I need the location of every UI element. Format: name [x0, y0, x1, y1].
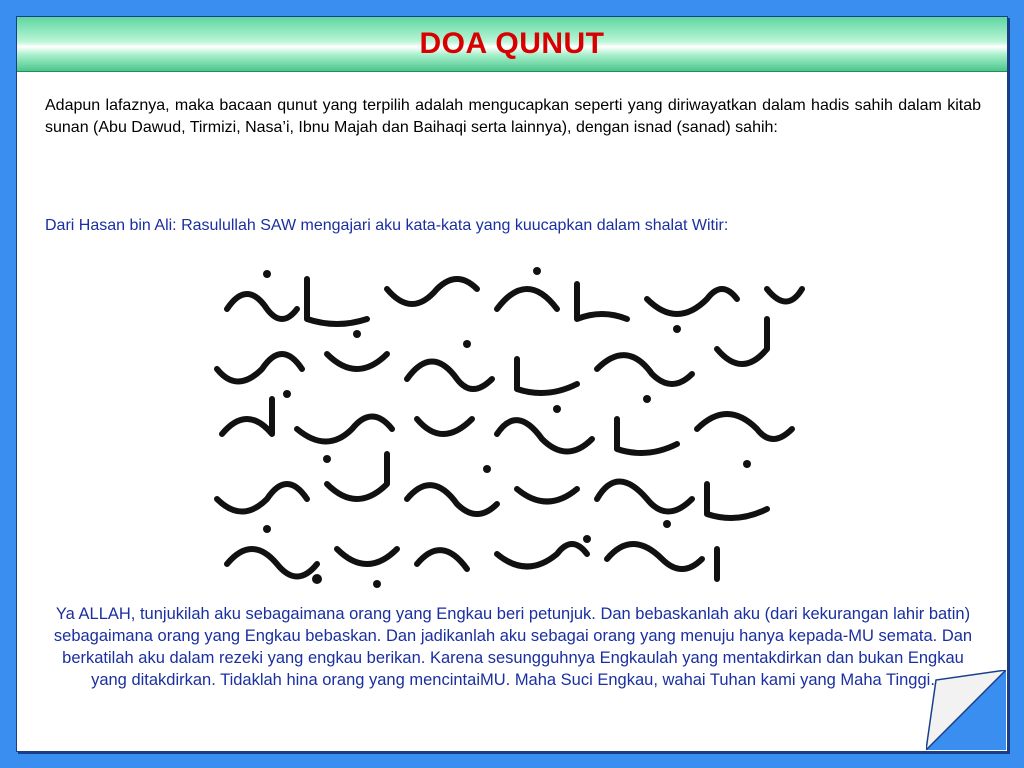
narrator-line: Dari Hasan bin Ali: Rasulullah SAW mengajari aku kata-kata yang kuucapkan dalam shalat Witir: — [45, 217, 729, 234]
page-curl-icon — [926, 670, 1006, 750]
arabic-calligraphy-image — [207, 259, 817, 593]
intro-paragraph: Adapun lafaznya, maka bacaan qunut yang terpilih adalah mengucapkan seperti yang diriwayatkan dalam hadis sahih dalam kitab sunan (Abu Dawud, Tirmizi, Nasa’i, Ibnu Majah dan Baihaqi serta lainnya), dengan isnad (sanad) sahih: — [45, 97, 981, 136]
page-title: DOA QUNUT — [419, 27, 605, 60]
slide — [16, 16, 1008, 752]
title-bar — [17, 17, 1007, 72]
arabic-calligraphy-icon — [207, 259, 817, 593]
translation-paragraph: Ya ALLAH, tunjukilah aku sebagaimana orang yang Engkau beri petunjuk. Dan bebaskanlah aku (dari kekurangan lahir batin) sebagaimana orang yang Engkau bebaskan. Dan jadikanlah aku sebagai orang yang menuju hanya kepada-MU semata. Dan berkatilah aku dalam rezeki yang engkau berikan. Karena sesungguhnya Engkaulah yang mentakdirkan dan bukan Engkau yang ditakdirkan. Tidaklah hina orang yang mencintaiMU. Maha Suci Engkau, wahai Tuhan kami yang Maha Tinggi. — [53, 605, 973, 689]
